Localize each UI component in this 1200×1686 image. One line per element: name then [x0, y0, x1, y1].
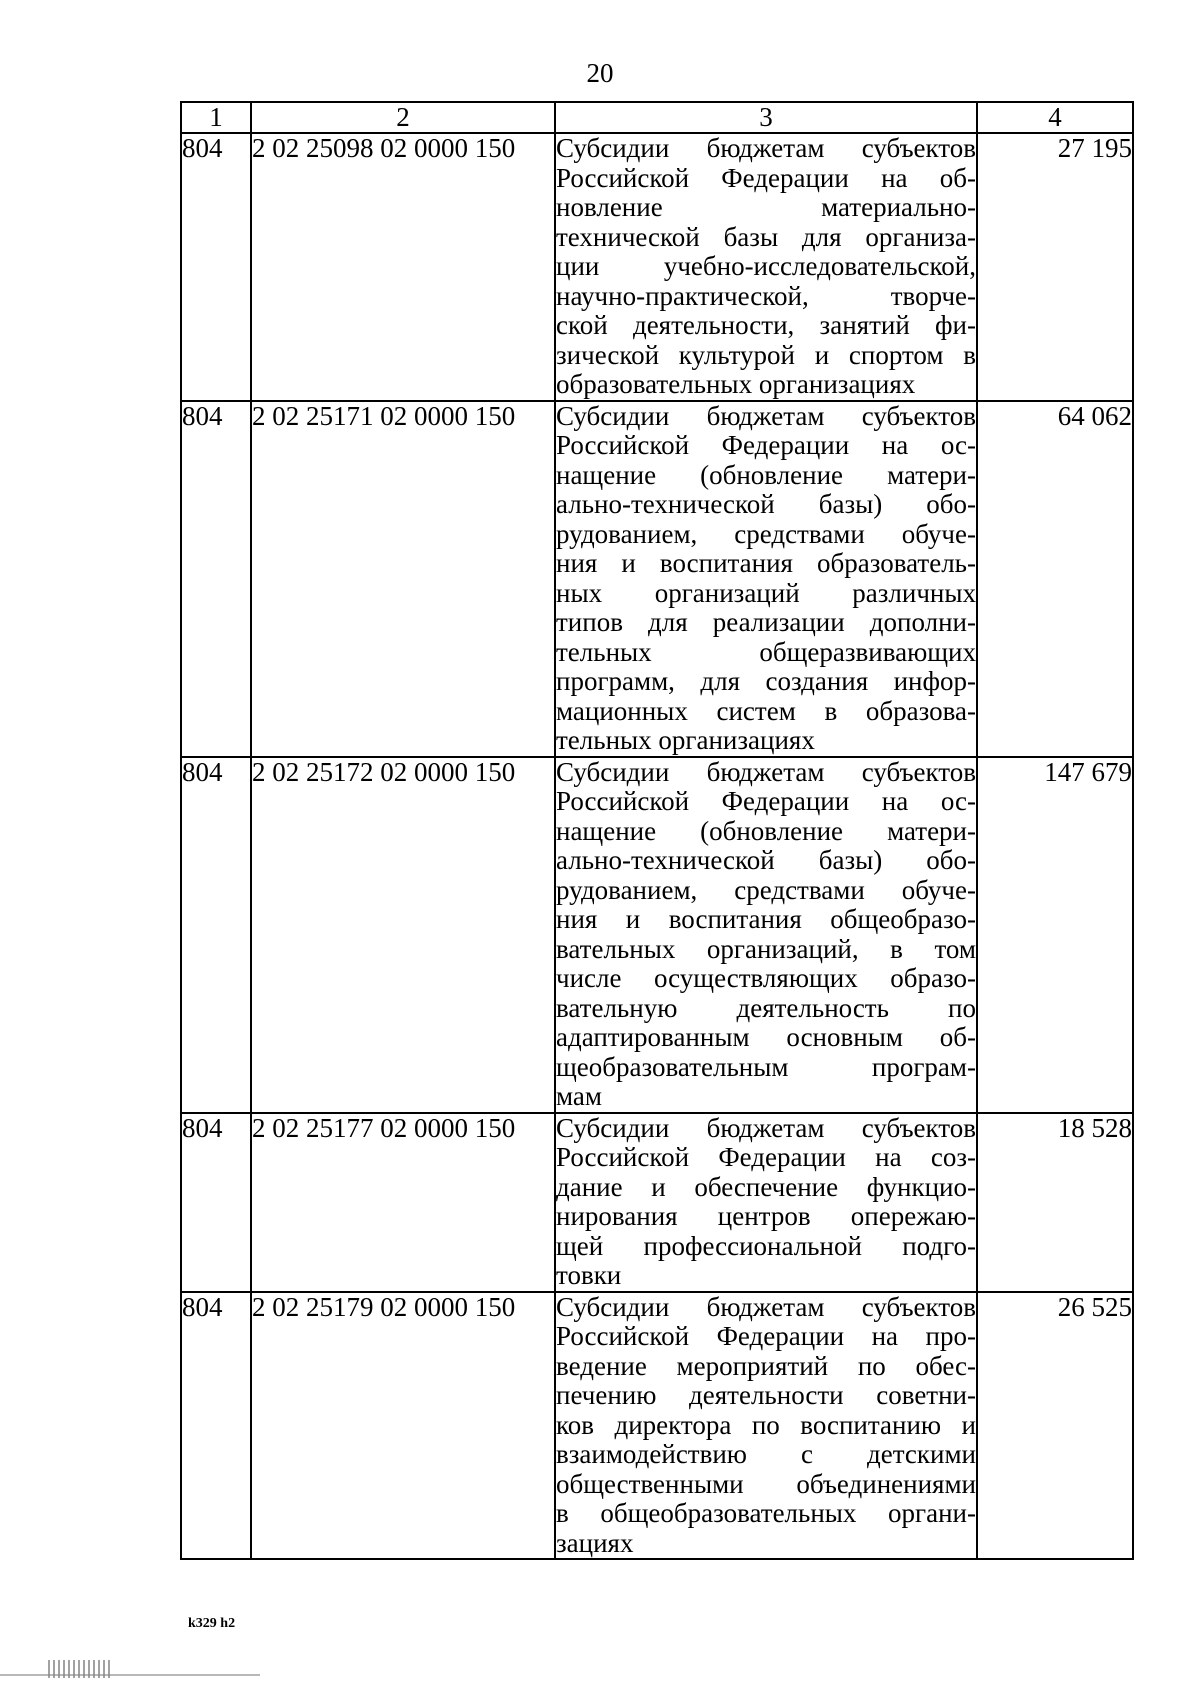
- description-line: вательную деятельность по: [556, 992, 976, 1023]
- description-line: нащение (обновление матери-: [556, 815, 976, 846]
- column-header-4: 4: [977, 102, 1133, 133]
- description-line: научно-практической, творче-: [556, 280, 976, 311]
- description-line: ции учебно-исследовательской,: [556, 251, 976, 281]
- description-line: Субсидии бюджетам субъектов: [556, 1112, 976, 1143]
- description-line: ков директора по воспитанию и: [556, 1409, 976, 1440]
- description-line: в общеобразовательных органи-: [556, 1498, 976, 1528]
- description-line: нащение (обновление матери-: [556, 459, 976, 490]
- description-line: печению деятельности советни-: [556, 1380, 976, 1410]
- description-line: рудованием, средствами обуче-: [556, 518, 976, 549]
- description-line: ния и воспитания общеобразо-: [556, 904, 976, 934]
- description-line: щеобразовательным програм-: [556, 1051, 976, 1082]
- description-line: образовательных организациях: [556, 369, 916, 399]
- description-line: Субсидии бюджетам субъектов: [556, 756, 976, 787]
- table-row: [181, 133, 1133, 401]
- description-line: типов для реализации дополни-: [556, 607, 976, 637]
- description-line: Субсидии бюджетам субъектов: [556, 400, 976, 431]
- description-line: товки: [556, 1260, 622, 1290]
- table-row: [181, 401, 1133, 757]
- column-header-3: 3: [555, 102, 977, 133]
- description-line: новление материально-: [556, 192, 976, 222]
- description-line: зациях: [556, 1527, 634, 1558]
- cell-amount: 26 525: [977, 1292, 1133, 1560]
- description-line: общественными объединениями: [556, 1468, 976, 1499]
- cell-budget-classification-code: 2 02 25177 02 0000 150: [251, 1113, 555, 1292]
- description-line: числе осуществляющих образо-: [556, 963, 976, 993]
- description-line: ных организаций различных: [556, 577, 976, 608]
- description-line: ведение мероприятий по обес-: [556, 1350, 976, 1381]
- scan-edge-line: [0, 1674, 260, 1676]
- description-line: Российской Федерации на об-: [556, 162, 976, 193]
- description-line: Российской Федерации на ос-: [556, 786, 976, 816]
- description-line: вательных организаций, в том: [556, 933, 976, 964]
- cell-admin-code: 804: [181, 133, 251, 401]
- description-line: дание и обеспечение функцио-: [556, 1171, 976, 1202]
- description-line: мационных систем в образова-: [556, 695, 976, 726]
- cell-description: [555, 1292, 977, 1560]
- description-line: Российской Федерации на про-: [556, 1321, 976, 1351]
- description-line: тельных организациях: [556, 725, 815, 755]
- cell-admin-code: 804: [181, 1292, 251, 1560]
- budget-table: [180, 101, 1134, 1560]
- column-header-2: 2: [251, 102, 555, 133]
- cell-description: [555, 133, 977, 401]
- page-number: 20: [586, 58, 614, 88]
- cell-description: [555, 401, 977, 757]
- description-line: мам: [556, 1081, 602, 1111]
- cell-budget-classification-code: 2 02 25179 02 0000 150: [251, 1292, 555, 1560]
- footer-stamp: k329 h2: [188, 1616, 236, 1631]
- description-line: Субсидии бюджетам субъектов: [556, 133, 976, 163]
- description-line: зической культурой и спортом в: [556, 339, 976, 370]
- description-line: ально-технической базы) обо-: [556, 845, 976, 875]
- cell-admin-code: 804: [181, 757, 251, 1113]
- table-body: [181, 133, 1133, 1559]
- description-line: технической базы для организа-: [556, 221, 976, 252]
- description-line: ния и воспитания образователь-: [556, 548, 976, 578]
- cell-admin-code: 804: [181, 1113, 251, 1292]
- description-line: ально-технической базы) обо-: [556, 489, 976, 519]
- cell-description: [555, 757, 977, 1113]
- column-header-1: 1: [181, 102, 251, 133]
- description-line: Субсидии бюджетам субъектов: [556, 1291, 976, 1322]
- cell-admin-code: 804: [181, 401, 251, 757]
- table-header-row: [181, 102, 1133, 133]
- description-line: адаптированным основным об-: [556, 1022, 976, 1052]
- cell-amount: 18 528: [977, 1113, 1133, 1292]
- description-line: взаимодействию с детскими: [556, 1439, 976, 1469]
- cell-budget-classification-code: 2 02 25172 02 0000 150: [251, 757, 555, 1113]
- table-row: [181, 1113, 1133, 1292]
- cell-description: [555, 1113, 977, 1292]
- cell-amount: 27 195: [977, 133, 1133, 401]
- cell-budget-classification-code: 2 02 25098 02 0000 150: [251, 133, 555, 401]
- description-line: программ, для создания инфор-: [556, 666, 976, 696]
- cell-budget-classification-code: 2 02 25171 02 0000 150: [251, 401, 555, 757]
- description-line: тельных общеразвивающих: [556, 636, 976, 667]
- table-row: [181, 1292, 1133, 1560]
- description-line: щей профессиональной подго-: [556, 1230, 976, 1261]
- table-row: [181, 757, 1133, 1113]
- cell-amount: 64 062: [977, 401, 1133, 757]
- cell-amount: 147 679: [977, 757, 1133, 1113]
- description-line: рудованием, средствами обуче-: [556, 874, 976, 905]
- description-line: нирования центров опережаю-: [556, 1201, 976, 1231]
- description-line: ской деятельности, занятий фи-: [556, 310, 976, 340]
- description-line: Российской Федерации на ос-: [556, 430, 976, 460]
- description-line: Российской Федерации на соз-: [556, 1142, 976, 1172]
